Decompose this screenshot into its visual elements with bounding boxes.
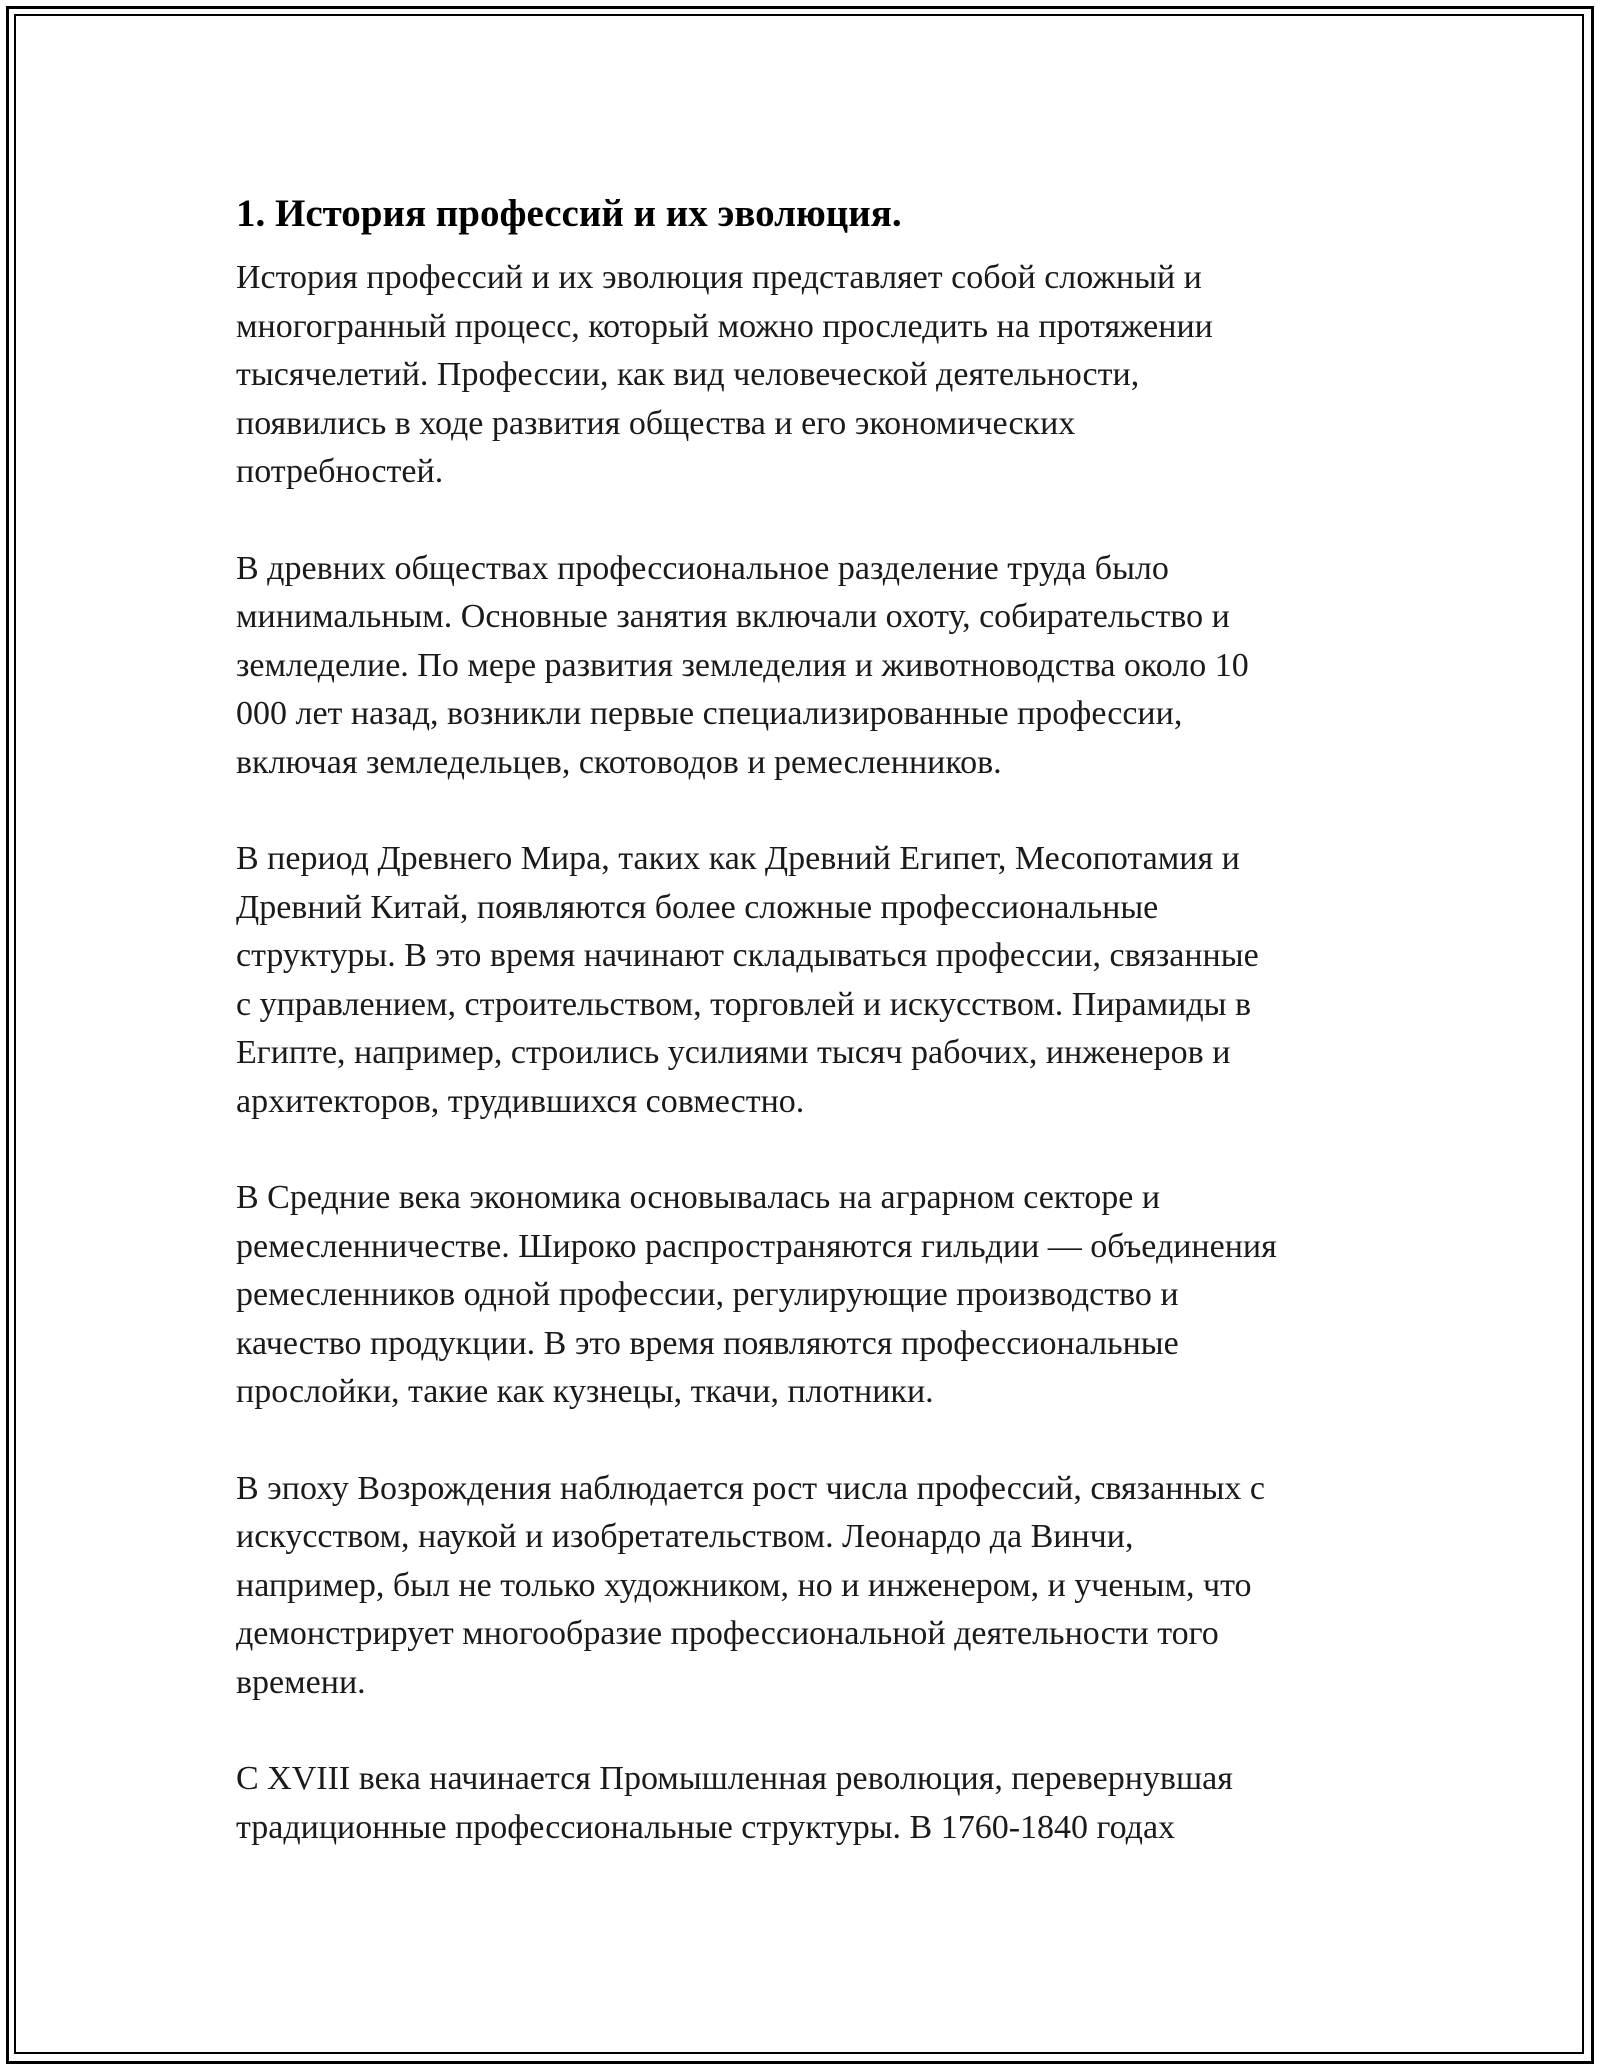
text-line: минимальным. Основные занятия включали охоту, собирательство и	[236, 598, 1230, 635]
text-line: земледелие. По мере развития земледелия и животноводства около 10	[236, 646, 1249, 684]
text-line: Древний Китай, появляются более сложные профессиональные	[236, 888, 1159, 926]
text-line: Египте, например, строились усилиями тысяч рабочих, инженеров и	[236, 1034, 1231, 1071]
paragraph-6	[236, 1755, 1366, 1852]
text-line: искусством, наукой и изобретательством. Леонардо да Винчи,	[236, 1518, 1134, 1555]
text-line: включая земледельцев, скотоводов и ремесленников.	[236, 743, 1002, 781]
text-line: появились в ходе развития общества и его экономических	[236, 404, 1076, 442]
paragraph-4	[236, 1174, 1366, 1417]
text-line: В эпоху Возрождения наблюдается рост числа профессий, связанных с	[236, 1469, 1266, 1507]
text-line: В период Древнего Мира, таких как Древний Египет, Месопотамия и	[236, 840, 1240, 877]
text-line: С XVIII века начинается Промышленная революция, перевернувшая	[236, 1760, 1233, 1797]
paragraph-3	[236, 835, 1366, 1126]
paragraph-5	[236, 1465, 1366, 1708]
text-line: времени.	[236, 1663, 366, 1701]
text-line: прослойки, такие как кузнецы, ткачи, плотники.	[236, 1373, 934, 1410]
text-line: структуры. В это время начинают складываться профессии, связанные	[236, 937, 1259, 974]
text-line: традиционные профессиональные структуры. В 1760-1840 годах	[236, 1808, 1176, 1846]
text-line: 000 лет назад, возникли первые специализированные профессии,	[236, 695, 1183, 732]
text-line: качество продукции. В это время появляются профессиональные	[236, 1324, 1179, 1362]
section-heading: 1. История профессий и их эволюция.	[236, 192, 902, 235]
document-body	[236, 186, 1366, 1900]
text-line: В Средние века экономика основывалась на аграрном секторе и	[236, 1179, 1161, 1216]
text-line: ремесленничестве. Широко распространяются гильдии — объединения	[236, 1227, 1277, 1265]
text-line: архитекторов, трудившихся совместно.	[236, 1082, 805, 1120]
text-line: демонстрирует многообразие профессиональной деятельности того	[236, 1615, 1219, 1652]
text-line: ремесленников одной профессии, регулирующие производство и	[236, 1276, 1179, 1313]
paragraph-2	[236, 545, 1366, 788]
text-line: с управлением, строительством, торговлей и искусством. Пирамиды в	[236, 985, 1252, 1023]
text-line: тысячелетий. Профессии, как вид человеческой деятельности,	[236, 356, 1140, 393]
text-line: История профессий и их эволюция представляет собой сложный и	[236, 259, 1202, 296]
text-line: В древних обществах профессиональное разделение труда было	[236, 549, 1169, 587]
paragraph-1	[236, 254, 1366, 497]
text-line: например, был не только художником, но и инженером, и ученым, что	[236, 1566, 1252, 1604]
text-line: многогранный процесс, который можно проследить на протяжении	[236, 307, 1213, 345]
text-line: потребностей.	[236, 453, 444, 490]
